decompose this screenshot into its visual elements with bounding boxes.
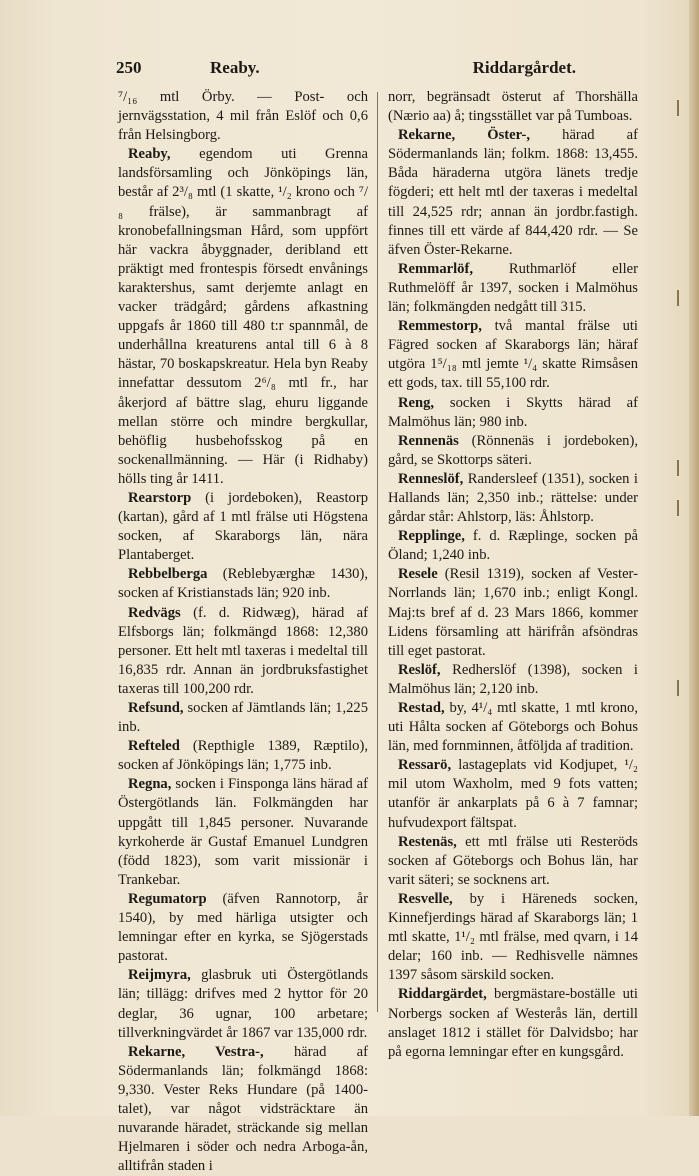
left-entry-6: Refteled (Repthigle 1389, Ræptilo), socken af Jönköpings län; 1,775 inb. [118, 738, 368, 774]
right-entry-0: norr, begränsadt österut af Thorshälla (Nærio aa) å; tingsstället var på Tumboas. [388, 89, 638, 125]
page-number: 250 [116, 58, 142, 77]
left-entry-5: Refsund, socken af Jämtlands län; 1,225 inb. [118, 700, 368, 736]
left-entry-4: Redvägs (f. d. Ridwæg), härad af Elfsborgs län; folkmängd 1868: 12,380 personer. Ett helt mtl taxeras i medeltal till 16,835 rdr. Annan än jordbruksfastighet taxeras till 100,200 rdr. [118, 604, 368, 697]
right-entry-13: Resvelle, by i Häreneds socken, Kinnefjerdings härad af Skaraborgs län; 1 mtl skatte, 1¹/₂ mtl frälse, med qvarn, i 14 delar; 160 inb. — Redhisvelle nämnes 1397 såsom särskild socken. [388, 890, 638, 984]
left-entry-10: Rekarne, Vestra-, härad af Södermanlands län; folkmängd 1868: 9,330. Vester Reks Hundare (på 1400-talet), var något vidsträcktare än nuvarande häradet, sträckande sig mellan Hjelmaren i söder och nedra Arboga-ån, alltifrån staden i [118, 1043, 368, 1175]
right-entry-12: Restenäs, ett mtl frälse uti Resteröds socken af Göteborgs och Bohus län, har varit säteri; se socknens art. [388, 833, 638, 888]
margin-mark [677, 680, 679, 696]
left-entry-9: Reijmyra, glasbruk uti Östergötlands län; tillägg: drifves med 2 hyttor för 20 deglar, 36 ugnar, 100 arbetare; tillverkningvärdet år 1867 var 135,000 rdr. [118, 967, 369, 1041]
right-entry-2: Remmarlöf, Ruthmarlöf eller Ruthmelöff år 1397, socken i Malmöhus län; folkmängden nedgått till 315. [388, 260, 638, 316]
right-column [388, 88, 638, 1062]
right-entry-4: Reng, socken i Skytts härad af Malmöhus län; 980 inb. [388, 394, 639, 430]
left-column [118, 88, 368, 1176]
running-head-left: Reaby. [210, 58, 260, 77]
right-entry-14: Riddargärdet, bergmästare-boställe uti Norbergs socken af Westerås län, dertill anslaget 1812 i stället för Dalvidsbo; har på egorna lemningar efter en kungsgård. [388, 986, 638, 1060]
right-entry-10: Restad, by, 4¹/₄ mtl skatte, 1 mtl krono, uti Hålta socken af Göteborgs och Bohus län, med fornminnen, åtföljda af tradition. [388, 700, 638, 755]
margin-mark [677, 460, 679, 476]
margin-mark [677, 500, 679, 516]
right-entry-9: Reslöf, Redherslöf (1398), socken i Malmöhus län; 2,120 inb. [388, 661, 638, 697]
right-entry-8: Resele (Resil 1319), socken af Vester-Norrlands län; 1,670 inb.; enligt Kongl. Maj:ts bref af d. 23 Mars 1866, kommer Lidens församling att härifrån afsöndras till eget pastorat. [388, 566, 638, 659]
right-entry-7: Repplinge, f. d. Ræplinge, socken på Öland; 1,240 inb. [388, 528, 638, 564]
right-entry-1: Rekarne, Öster-, härad af Södermanlands län; folkm. 1868: 13,455. Båda häraderna utgöra länets tredje fögderi; ett helt mtl der taxeras i medeltal till 24,525 rdr; annan än jordbr.fastigh. finnes till ett värde af 844,420 rdr. — Se äfven Öster-Rekarne. [388, 127, 638, 258]
left-entry-1: Reaby, egendom uti Grenna landsförsamling och Jönköpings län, består af 2³/₈ mtl (1 skatte, ¹/₂ krono och ⁷/₈ frälse), är sammanbragt af kronobefallningsman Hård, som uppfört här vackra åbyggnader, deribland ett präktigt med frontespis försedt envånings karaktershus, samt derjemte anlagt en vacker trädgård; gårdens afkastning uppgafs år 1860 till 480 t:r spannmål, de underhållna kreaturens antal till 6 à 8 hästar, 70 boskapskreatur. Hela byn Reaby innefattar dessutom 2⁶/₈ mtl fr., har åkerjord af bättre slag, ehuru liggande mellan större och mindre bergkullar, behöflig husbehofsskog på en sockenallmänning. — Här (i Ridhaby) hölls ting år 1411. [118, 146, 368, 487]
left-entry-8: Regumatorp (äfven Rannotorp, år 1540), by med härliga utsigter och lemningar efter en kyrka, se Sjögerstads pastorat. [118, 890, 368, 965]
margin-mark [677, 100, 679, 116]
margin-mark [677, 290, 679, 306]
running-head-right: Riddargårdet. [472, 58, 576, 77]
right-entry-11: Ressarö, lastageplats vid Kodjupet, ¹/₂ mil utom Waxholm, med 9 fots vatten; utanför är ankarplats på 6 à 7 famnar; hufvudexport fältspat. [388, 757, 638, 831]
bleed-through-marks [677, 80, 685, 980]
right-entry-5: Rennenäs (Rönnenäs i jordeboken), gård, se Skottorps säteri. [388, 432, 638, 468]
page-header [116, 58, 576, 84]
page-edge [689, 0, 699, 1116]
right-entry-6: Renneslöf, Randersleef (1351), socken i Hallands län; 2,350 inb.; rättelse: under gårdar står: Ahlstorp, läs: Åhlstorp. [388, 470, 638, 526]
left-entry-0: ⁷/₁₆ mtl Örby. — Post- och jernvägsstation, 4 mil från Eslöf och 0,6 från Helsingborg. [118, 89, 368, 144]
left-entry-3: Rebbelberga (Reblebyærghæ 1430), socken af Kristianstads län; 920 inb. [118, 566, 368, 602]
left-entry-7: Regna, socken i Finsponga läns härad af Östergötlands län. Folkmängden har uppgått till 1,845 personer. Nuvarande kyrkoherde är Gustaf Emanuel Lundgren (född 1823), som varit missionär i Trankebar. [118, 776, 368, 888]
left-entry-2: Rearstorp (i jordeboken), Reastorp (kartan), gård af 1 mtl frälse uti Högstena socken, af Skaraborgs län, nära Plantaberget. [118, 489, 368, 564]
column-divider [377, 92, 378, 1012]
right-entry-3: Remmestorp, två mantal frälse uti Fägred socken af Skaraborgs län; häraf utgöra 1⁵/₁₈ mtl jemte ¹/₄ skatte Rimsåsen ett gods, tax. till 55,100 rdr. [388, 318, 638, 392]
